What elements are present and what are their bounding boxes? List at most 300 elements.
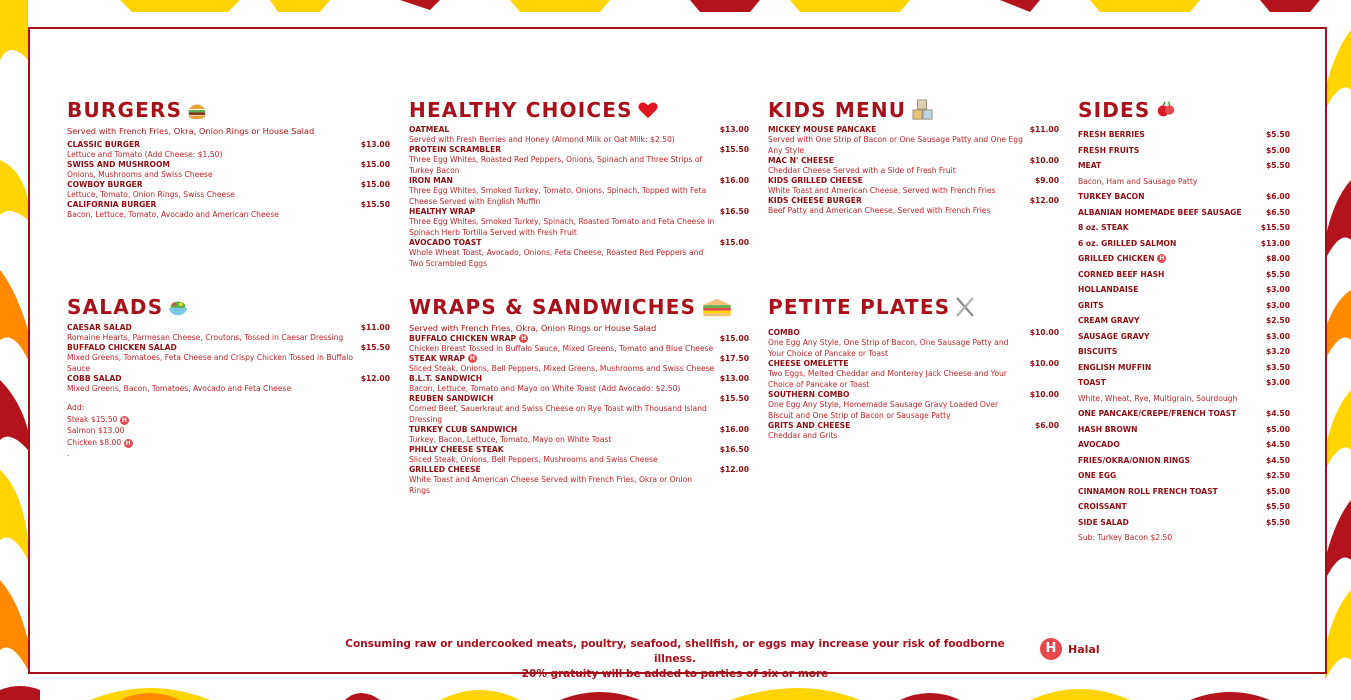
side-name-text: GRILLED CHICKEN [1078,254,1155,264]
menu-item [67,343,390,374]
menu-item-price: $16.50 [719,207,749,216]
side-item-price: $5.50 [1265,161,1290,171]
menu-item-row [409,394,749,403]
side-item-price: $5.50 [1265,517,1290,527]
menu-item-row [409,425,749,434]
menu-item-description: Mixed Greens, Bacon, Tomatoes, Avocado and Feta Cheese [67,384,292,393]
menu-item-price: $13.00 [360,140,390,149]
menu-item-price: $10.00 [1029,359,1059,368]
menu-item [768,328,1059,359]
halal-icon: H [125,439,131,447]
menu-item-price: $10.00 [1029,390,1059,399]
side-item-price: $3.00 [1265,378,1290,388]
side-item [1078,158,1290,174]
menu-item [409,425,749,445]
menu-item-price: $15.00 [360,180,390,189]
menu-item-price: $17.50 [719,354,749,363]
petite-list [768,328,1059,441]
item-name-text: SWISS AND MUSHROOM [67,160,170,169]
menu-item-description: Bacon, Lettuce, Tomato, Avocado and American Cheese [67,210,279,219]
menu-item-description: Lettuce, Tomato, Onion Rings, Swiss Cheese [67,190,235,199]
healthy-title: HEALTHY CHOICES [409,98,633,122]
menu-item-description: Beef Patty and American Cheese, Served with French Fries [768,206,991,215]
salad-add-ons [67,402,390,460]
side-item-name [1078,409,1236,418]
side-item [1078,267,1290,283]
side-item [1078,422,1290,438]
side-item [1078,189,1290,205]
side-item [1078,298,1290,314]
side-item [1078,205,1290,221]
menu-item [409,176,749,207]
salad-icon [167,296,189,318]
side-item-name [1078,301,1104,310]
bottom-pattern [0,686,1270,700]
section-title [409,97,749,123]
menu-item-name [67,343,177,352]
item-name-text: BUFFALO CHICKEN WRAP [409,334,517,343]
item-name-text: COBB SALAD [67,374,122,383]
menu-item-name [768,196,862,205]
menu-item-price: $15.50 [360,200,390,209]
side-name-text: ONE PANCAKE/CREPE/FRENCH TOAST [1078,409,1237,419]
side-item-price: $2.50 [1265,316,1290,326]
menu-item [768,176,1059,196]
side-name-text: CREAM GRAVY [1078,316,1140,326]
menu-item [67,180,390,200]
side-name-text: ALBANIAN HOMEMADE BEEF SAUSAGE [1078,207,1242,217]
menu-item-price: $16.00 [719,425,749,434]
salads-list [67,323,390,394]
menu-item [409,394,749,425]
menu-item-name [409,125,449,134]
menu-item-row [768,328,1059,337]
side-name-text: HASH BROWN [1078,424,1138,434]
side-item-name [1078,161,1101,170]
menu-item-price: $15.50 [719,145,749,154]
item-name-text: B.L.T. SANDWICH [409,374,483,383]
side-name-text: 6 oz. GRILLED SALMON [1078,238,1177,248]
side-item [1078,437,1290,453]
menu-item-price: $16.00 [719,176,749,185]
side-item [1078,453,1290,469]
side-item-name [1078,363,1151,372]
menu-item-name [67,140,140,149]
wraps-section [409,294,749,496]
burgers-section [67,97,390,220]
side-item [1078,143,1290,159]
menu-item [409,145,749,176]
menu-item [409,334,749,354]
side-item [1078,251,1290,267]
halal-icon: H [469,355,475,362]
menu-item-row [768,390,1059,399]
wraps-title: WRAPS & SANDWICHES [409,295,697,319]
menu-item [409,238,749,269]
side-item-price: $3.00 [1265,285,1290,295]
menu-item-name [409,145,501,154]
item-name-text: MICKEY MOUSE PANCAKE [768,125,877,134]
menu-item-price: $13.00 [719,374,749,383]
foodborne-warning: Consuming raw or undercooked meats, poultry, seafood, shellfish, or eggs may increase your risk of foodborne illness. [345,638,1005,665]
berries-icon [1155,99,1177,121]
menu-item-price: $11.00 [1029,125,1059,134]
menu-item-price: $12.00 [360,374,390,383]
menu-item-name [768,125,876,134]
side-name-text: MEAT [1078,161,1102,171]
menu-item-name [409,374,482,383]
menu-item-name [409,465,481,474]
menu-item-name [768,359,849,368]
side-item-name [1078,146,1139,155]
side-item-name [1078,518,1129,527]
fork-knife-icon [954,296,976,318]
menu-item-row [409,207,749,216]
side-name-text: HOLLANDAISE [1078,285,1139,295]
menu-item-name [67,323,132,332]
menu-item-row [67,180,390,189]
side-item-price: $5.00 [1265,145,1290,155]
top-pattern [120,0,1320,12]
side-item-price: $4.50 [1265,409,1290,419]
menu-item-name [409,207,475,216]
menu-item-row [67,374,390,383]
menu-item-description: Three Egg Whites, Roasted Red Peppers, Onions, Spinach and Three Strips of Turkey Bacon [409,155,703,175]
menu-item-row [67,343,390,352]
menu-item-row [409,145,749,154]
item-name-text: CALIFORNIA BURGER [67,200,157,209]
side-item-price: $3.50 [1265,362,1290,372]
side-item-price: $3.20 [1265,347,1290,357]
menu-item-description: Turkey, Bacon, Lettuce, Tomato, Mayo on White Toast [409,435,612,444]
menu-item-row [768,196,1059,205]
side-name-text: 8 oz. STEAK [1078,223,1129,233]
right-pattern [1325,30,1351,680]
side-item-name [1078,285,1138,294]
side-item-name [1078,239,1176,248]
item-name-text: PHILLY CHEESE STEAK [409,445,504,454]
halal-icon: H [1159,255,1165,263]
menu-item-name [67,200,156,209]
burgers-subtitle: Served with French Fries, Okra, Onion Rings or House Salad [67,126,315,136]
menu-item-name [768,156,834,165]
menu-item-name [67,160,170,169]
side-item-price: $5.50 [1265,130,1290,140]
side-item-name [1078,456,1190,465]
side-item [1078,406,1290,422]
item-name-text: KIDS GRILLED CHEESE [768,176,863,185]
side-name-text: GRITS [1078,300,1104,310]
side-item [1078,468,1290,484]
petite-title: PETITE PLATES [768,295,951,319]
side-item-name [1078,270,1164,279]
side-name-text: SAUSAGE GRAVY [1078,331,1150,341]
side-item [1078,484,1290,500]
side-item [1078,127,1290,143]
sandwich-icon [700,296,734,318]
menu-item-description: Two Eggs, Melted Cheddar and Monterey Jack Cheese and Your Choice of Pancake or Toast [768,369,1007,389]
side-item-name [1078,192,1144,201]
item-name-text: GRITS AND CHEESE [768,421,851,430]
burgers-list [67,140,390,220]
side-item-name [1078,208,1242,217]
salads-section [67,294,390,460]
menu-item-description: Onions, Mushrooms and Swiss Cheese [67,170,213,179]
side-name-text: TOAST [1078,378,1106,388]
menu-item [768,421,1059,441]
side-name-text: BISCUITS [1078,347,1118,357]
menu-item [768,125,1059,156]
section-title [768,294,1059,320]
add-on-salmon: Salmon $13.00 [67,426,125,435]
menu-item-row [409,334,749,343]
menu-item [409,354,749,374]
side-name-text: SIDE SALAD [1078,517,1129,527]
side-name-text: CORNED BEEF HASH [1078,269,1165,279]
section-title [1078,97,1290,123]
menu-item [409,125,749,145]
add-label: Add: [67,403,85,412]
menu-item-description: Lettuce and Tomato (Add Cheese: $1.50) [67,150,223,159]
side-item-name [1078,130,1145,139]
menu-item-description: Sliced Steak, Onions, Bell Peppers, Mushrooms and Swiss Cheese [409,455,658,464]
item-name-text: PROTEIN SCRAMBLER [409,145,502,154]
side-item-price: $13.00 [1260,238,1290,248]
abc-blocks-icon [910,99,936,121]
trailing-mark: . [67,449,70,458]
item-name-text: CHEESE OMELETTE [768,359,849,368]
side-item-price: $5.00 [1265,424,1290,434]
side-item-name [1078,425,1138,434]
menu-item-description: One Egg Any Style, Homemade Sausage Gravy Loaded Over Biscuit and One Strip of Bacon or Sausage Patty [768,400,999,420]
left-pattern [0,0,28,670]
sides-list [1078,127,1290,530]
menu-item-price: $11.00 [360,323,390,332]
menu-item-price: $15.00 [360,160,390,169]
side-item-note: Bacon, Ham and Sausage Patty [1078,176,1198,186]
side-name-text: FRESH FRUITS [1078,145,1140,155]
side-name-text: FRIES/OKRA/ONION RINGS [1078,455,1190,465]
sides-section [1078,97,1290,543]
item-name-text: STEAK WRAP [409,354,465,363]
item-name-text: OATMEAL [409,125,450,134]
wraps-list [409,334,749,496]
side-item-name [1078,223,1129,232]
side-item [1078,236,1290,252]
side-item [1078,360,1290,376]
menu-item-row [409,125,749,134]
side-item-name [1078,378,1106,387]
halal-icon: H [1040,638,1062,660]
side-item-price: $6.50 [1265,207,1290,217]
item-name-text: TURKEY CLUB SANDWICH [409,425,518,434]
item-name-text: GRILLED CHEESE [409,465,481,474]
side-item-name [1078,316,1140,325]
menu-item-row [67,323,390,332]
side-item-name [1078,254,1166,263]
item-name-text: CAESAR SALAD [67,323,132,332]
menu-item-row [67,140,390,149]
side-name-text: CINNAMON ROLL FRENCH TOAST [1078,486,1218,496]
menu-item-price: $10.00 [1029,156,1059,165]
menu-item [409,374,749,394]
healthy-section [409,97,749,269]
menu-item-description: Whole Wheat Toast, Avocado, Onions, Feta Cheese, Roasted Red Peppers and Two Scrambled Eggs [409,248,704,268]
burgers-title: BURGERS [67,98,183,122]
menu-item-description: Bacon, Lettuce, Tomato and Mayo on White Toast (Add Avocado: $2.50) [409,384,681,393]
menu-item-row [768,156,1059,165]
burger-icon [186,99,208,121]
menu-item-row [409,238,749,247]
menu-item-name [409,425,517,434]
side-item [1078,344,1290,360]
menu-item-row [768,125,1059,134]
side-item-price: $3.00 [1265,300,1290,310]
footer-notice [340,637,1010,682]
menu-item-price: $6.00 [1034,421,1059,430]
menu-item-description: Three Egg Whites, Smoked Turkey, Spinach, Roasted Tomato and Feta Cheese in Spinach Herb Tortilla Served with Fresh Fruit [409,217,715,237]
menu-item [409,445,749,465]
item-name-text: SOUTHERN COMBO [768,390,850,399]
kids-list [768,125,1059,216]
item-name-text: REUBEN SANDWICH [409,394,494,403]
menu-item [67,323,390,343]
menu-item-row [67,200,390,209]
menu-item-name [409,238,481,247]
menu-item-name [67,374,122,383]
gratuity-notice: 20% gratuity will be added to parties of six or more [521,668,829,680]
menu-item-name [409,445,504,454]
menu-item-description: Cheddar and Grits [768,431,838,440]
menu-item-description: Sliced Steak, Onions, Bell Peppers, Mixed Greens, Mushrooms and Swiss Cheese [409,364,715,373]
side-item-name [1078,440,1120,449]
menu-item-name [409,176,453,185]
side-item-name [1078,347,1117,356]
side-name-text: CROISSANT [1078,502,1127,512]
salads-title: SALADS [67,295,164,319]
menu-item-name [768,176,863,185]
side-name-text: AVOCADO [1078,440,1120,450]
menu-item-name [768,390,850,399]
menu-item-name [409,394,493,403]
menu-item [409,465,749,496]
menu-item-description: Romaine Hearts, Parmesan Cheese, Croutons, Tossed in Caesar Dressing [67,333,344,342]
side-item-name [1078,332,1150,341]
menu-item [409,207,749,238]
side-item-price: $5.50 [1265,269,1290,279]
menu-item-price: $15.50 [360,343,390,352]
menu-item [768,359,1059,390]
section-title [768,97,1059,123]
item-name-text: HEALTHY WRAP [409,207,476,216]
side-item-price: $2.50 [1265,471,1290,481]
sides-sub-note: Sub: Turkey Bacon $2.50 [1078,533,1173,542]
menu-item [768,156,1059,176]
side-name-text: ENGLISH MUFFIN [1078,362,1152,372]
menu-item-name [409,334,528,343]
menu-item-name [67,180,143,189]
menu-item [768,390,1059,421]
side-item-price: $4.50 [1265,455,1290,465]
side-item [1078,499,1290,515]
menu-item-description: Served with Fresh Berries and Honey (Almond Milk or Oat Milk: $2.50) [409,135,675,144]
item-name-text: KIDS CHEESE BURGER [768,196,862,205]
menu-item [67,200,390,220]
menu-item-row [768,176,1059,185]
side-item [1078,515,1290,531]
healthy-list [409,125,749,269]
side-item-price: $6.00 [1265,192,1290,202]
side-name-text: TURKEY BACON [1078,192,1145,202]
side-item-price: $5.00 [1265,486,1290,496]
menu-item [768,196,1059,216]
menu-item [67,160,390,180]
side-item [1078,282,1290,298]
side-name-text: FRESH BERRIES [1078,130,1145,140]
menu-item-row [409,465,749,474]
menu-item-row [409,445,749,454]
menu-item-price: $16.50 [719,445,749,454]
menu-item-description: White Toast and American Cheese Served with French Fries, Okra or Onion Rings [409,475,693,495]
halal-icon: H [521,335,527,342]
section-title [67,97,390,123]
petite-section [768,294,1059,441]
menu-item-description: Served with One Strip of Bacon or One Sausage Patty and One Egg Any Style [768,135,1023,155]
menu-item-price: $12.00 [719,465,749,474]
item-name-text: COMBO [768,328,800,337]
menu-item-description: Three Egg Whites, Smoked Turkey, Tomato, Onions, Spinach, Topped with Feta Cheese Served with English Muffin [409,186,707,206]
side-item [1078,375,1290,391]
menu-item-name [409,354,477,363]
menu-item-price: $12.00 [1029,196,1059,205]
side-item-price: $4.50 [1265,440,1290,450]
side-item-price: $8.00 [1265,254,1290,264]
side-item [1078,313,1290,329]
menu-item-description: Mixed Greens, Tomatoes, Feta Cheese and Crispy Chicken Tossed in Buffalo Sauce [67,353,354,373]
menu-item-row [768,359,1059,368]
menu-item-name [768,421,850,430]
halal-icon: H [121,416,127,424]
menu-item-row [67,160,390,169]
menu-item-price: $15.00 [719,334,749,343]
menu-item-name [768,328,800,337]
menu-item-description: Chicken Breast Tossed in Buffalo Sauce, Mixed Greens, Tomato and Blue Cheese [409,344,714,353]
side-item-name [1078,487,1218,496]
side-item [1078,220,1290,236]
menu-item-price: $13.00 [719,125,749,134]
side-item-name [1078,471,1116,480]
side-name-text: ONE EGG [1078,471,1117,481]
menu-item-description: White Toast and American Cheese, Served with French Fries [768,186,996,195]
item-name-text: MAC N' CHEESE [768,156,834,165]
kids-title: KIDS MENU [768,98,907,122]
wraps-subtitle: Served with French Fries, Okra, Onion Rings or House Salad [409,323,657,333]
item-name-text: IRON MAN [409,176,453,185]
menu-item-price: $15.00 [719,238,749,247]
sides-title: SIDES [1078,98,1151,122]
menu-item-price: $10.00 [1029,328,1059,337]
section-title [409,294,749,320]
add-on-steak: Steak $15.50 H [67,414,127,424]
kids-section [768,97,1059,216]
menu-item-price: $15.50 [719,394,749,403]
menu-item-row [409,354,749,363]
menu-item-price: $9.00 [1034,176,1059,185]
add-on-chicken: Chicken $8.00 H [67,437,131,447]
item-name-text: BUFFALO CHICKEN SALAD [67,343,177,352]
side-item-note: White, Wheat, Rye, Multigrain, Sourdough [1078,393,1238,403]
menu-item-row [409,176,749,185]
